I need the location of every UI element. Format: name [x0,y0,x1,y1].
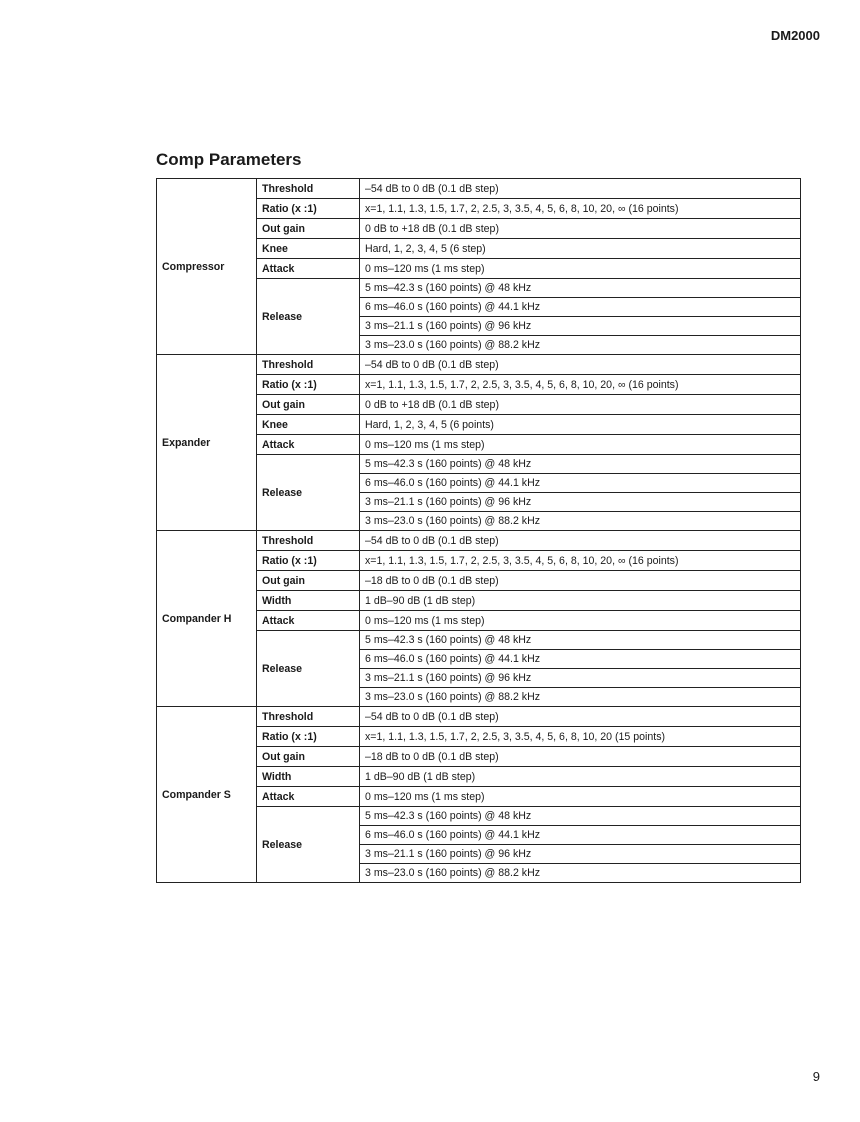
parameter-name-cell: Threshold [257,355,360,375]
parameter-name-cell: Attack [257,259,360,279]
parameter-value-cell: 5 ms–42.3 s (160 points) @ 48 kHz [360,807,801,826]
parameter-value-cell: 3 ms–21.1 s (160 points) @ 96 kHz [360,317,801,336]
parameter-name-cell: Attack [257,435,360,455]
parameter-name-cell: Out gain [257,395,360,415]
parameter-value-cell: Hard, 1, 2, 3, 4, 5 (6 points) [360,415,801,435]
parameter-value-cell: 5 ms–42.3 s (160 points) @ 48 kHz [360,455,801,474]
parameter-name-cell: Width [257,591,360,611]
parameter-value-cell: 5 ms–42.3 s (160 points) @ 48 kHz [360,631,801,650]
parameter-value-cell: 0 ms–120 ms (1 ms step) [360,259,801,279]
parameter-name-cell: Ratio (x :1) [257,199,360,219]
parameter-value-cell: 1 dB–90 dB (1 dB step) [360,591,801,611]
parameter-name-cell: Ratio (x :1) [257,375,360,395]
parameter-value-cell: –18 dB to 0 dB (0.1 dB step) [360,571,801,591]
parameter-value-cell: –54 dB to 0 dB (0.1 dB step) [360,355,801,375]
parameter-value-cell: 0 ms–120 ms (1 ms step) [360,611,801,631]
table-row [157,707,801,727]
parameter-name-cell: Threshold [257,179,360,199]
parameter-name-cell: Release [257,807,360,883]
parameter-value-cell: x=1, 1.1, 1.3, 1.5, 1.7, 2, 2.5, 3, 3.5, 4, 5, 6, 8, 10, 20, ∞ (16 points) [360,199,801,219]
parameter-value-cell: –54 dB to 0 dB (0.1 dB step) [360,707,801,727]
parameter-value-cell: 6 ms–46.0 s (160 points) @ 44.1 kHz [360,650,801,669]
parameter-name-cell: Ratio (x :1) [257,727,360,747]
parameter-name-cell: Out gain [257,219,360,239]
parameter-value-cell: 3 ms–23.0 s (160 points) @ 88.2 kHz [360,512,801,531]
parameter-value-cell: x=1, 1.1, 1.3, 1.5, 1.7, 2, 2.5, 3, 3.5, 4, 5, 6, 8, 10, 20, ∞ (16 points) [360,375,801,395]
parameter-name-cell: Threshold [257,707,360,727]
parameter-name-cell: Release [257,279,360,355]
parameter-name-cell: Knee [257,415,360,435]
section-title: Comp Parameters [156,150,302,169]
comp-parameters-table [156,178,801,883]
parameter-value-cell: x=1, 1.1, 1.3, 1.5, 1.7, 2, 2.5, 3, 3.5, 4, 5, 6, 8, 10, 20 (15 points) [360,727,801,747]
parameter-value-cell: 3 ms–23.0 s (160 points) @ 88.2 kHz [360,864,801,883]
parameter-value-cell: 0 dB to +18 dB (0.1 dB step) [360,395,801,415]
parameter-name-cell: Out gain [257,571,360,591]
parameter-name-cell: Release [257,631,360,707]
group-name-cell: Compander H [157,531,257,707]
header-model-name: DM2000 [770,28,820,43]
parameter-value-cell: 3 ms–21.1 s (160 points) @ 96 kHz [360,845,801,864]
group-name-cell: Compressor [157,179,257,355]
parameter-value-cell: 0 ms–120 ms (1 ms step) [360,435,801,455]
group-name-cell: Compander S [157,707,257,883]
parameter-name-cell: Width [257,767,360,787]
parameter-name-cell: Knee [257,239,360,259]
parameter-value-cell: –54 dB to 0 dB (0.1 dB step) [360,179,801,199]
parameter-value-cell: x=1, 1.1, 1.3, 1.5, 1.7, 2, 2.5, 3, 3.5, 4, 5, 6, 8, 10, 20, ∞ (16 points) [360,551,801,571]
parameter-name-cell: Ratio (x :1) [257,551,360,571]
parameter-value-cell: 0 ms–120 ms (1 ms step) [360,787,801,807]
table-row [157,531,801,551]
parameter-name-cell: Attack [257,611,360,631]
page-number: 9 [812,1069,820,1084]
parameter-value-cell: 5 ms–42.3 s (160 points) @ 48 kHz [360,279,801,298]
table-row [157,179,801,199]
comp-parameters-table-body [157,179,801,883]
parameter-name-cell: Attack [257,787,360,807]
parameter-value-cell: 6 ms–46.0 s (160 points) @ 44.1 kHz [360,474,801,493]
parameter-name-cell: Threshold [257,531,360,551]
parameter-value-cell: –54 dB to 0 dB (0.1 dB step) [360,531,801,551]
parameter-value-cell: 3 ms–21.1 s (160 points) @ 96 kHz [360,493,801,512]
parameter-value-cell: 1 dB–90 dB (1 dB step) [360,767,801,787]
parameter-value-cell: –18 dB to 0 dB (0.1 dB step) [360,747,801,767]
table-row [157,355,801,375]
parameter-value-cell: 6 ms–46.0 s (160 points) @ 44.1 kHz [360,298,801,317]
parameter-value-cell: 6 ms–46.0 s (160 points) @ 44.1 kHz [360,826,801,845]
parameter-value-cell: 0 dB to +18 dB (0.1 dB step) [360,219,801,239]
group-name-cell: Expander [157,355,257,531]
parameter-value-cell: 3 ms–23.0 s (160 points) @ 88.2 kHz [360,336,801,355]
parameter-name-cell: Release [257,455,360,531]
parameter-name-cell: Out gain [257,747,360,767]
parameter-value-cell: Hard, 1, 2, 3, 4, 5 (6 step) [360,239,801,259]
parameter-value-cell: 3 ms–21.1 s (160 points) @ 96 kHz [360,669,801,688]
parameter-value-cell: 3 ms–23.0 s (160 points) @ 88.2 kHz [360,688,801,707]
